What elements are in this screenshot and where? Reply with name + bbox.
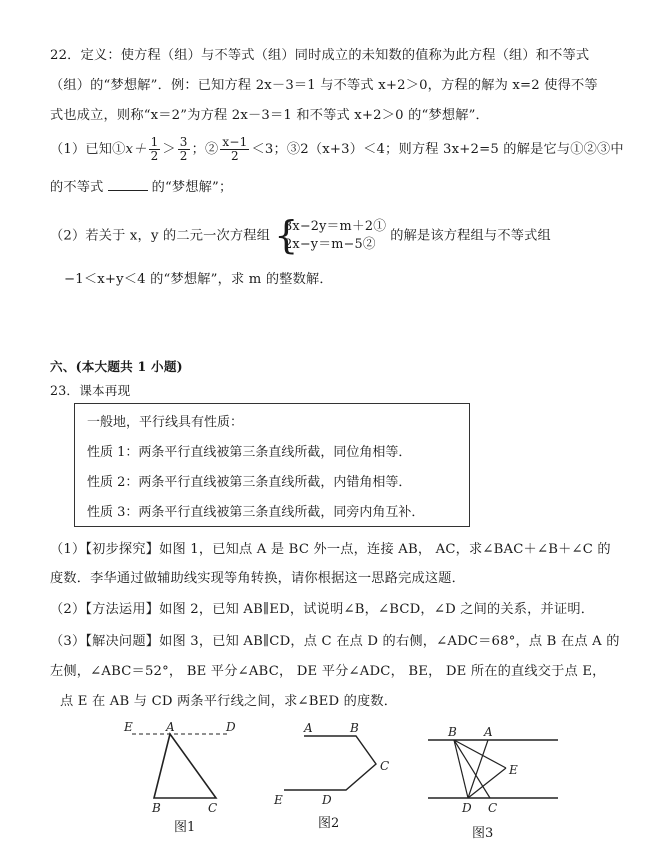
fig2-label-d: D (322, 793, 332, 807)
fraction-one-half: $\frac{1}{2}$ (150, 135, 159, 163)
equation-1: 3x−2y＝m＋2① (284, 219, 387, 234)
fig3-label-e: E (509, 763, 518, 777)
box-line-0: 一般地，平行线具有性质： (87, 415, 244, 430)
q22-part2-line2: −1＜x+y＜4 的“梦想解”，求 m 的整数解． (64, 272, 333, 287)
figure-1-caption: 图1 (174, 820, 196, 835)
q22-line3: 式也成立，则称“x＝2”为方程 2x－3＝1 和不等式 x+2＞0 的“梦想解”． (50, 108, 489, 123)
q23-part3-line3: 点 E 在 AB 与 CD 两条平行线之间，求∠BED 的度数． (60, 694, 398, 709)
fig1-label-b: B (152, 801, 161, 815)
equation-system: { 3x−2y＝m＋2① 2x−y＝m−5② (274, 213, 387, 257)
figure-2-caption: 图2 (318, 816, 340, 831)
q22-part1-expr: x＋ (125, 142, 147, 157)
equation-2: 2x−y＝m−5② (284, 237, 376, 252)
fig1-label-d: D (226, 720, 236, 734)
fraction-three-halves: $\frac{3}{2}$ (179, 135, 188, 163)
q22-part2-line1 (50, 213, 551, 257)
answer-blank[interactable] (108, 178, 148, 191)
fig2-label-b: B (350, 721, 359, 735)
fig2-label-e: E (274, 793, 283, 807)
fig1-label-a: A (166, 720, 175, 734)
figure-2 (268, 718, 398, 813)
figure-3 (424, 718, 564, 823)
q22-part1-l2a: 的不等式 (50, 180, 104, 195)
q22-line1: 22．定义：使方程（组）与不等式（组）同时成立的未知数的值称为此方程（组）和不等式 (50, 48, 590, 63)
q22-part2-rest: 的解是该方程组与不等式组 (390, 228, 551, 244)
q23-title: 23．课本再现 (50, 383, 131, 398)
q22-part1-rest: ＜3；③2（x+3）＜4；则方程 3x+2=5 的解是它与①②③中 (251, 142, 624, 157)
q23-part3-line2: 左侧，∠ABC＝52°， BE 平分∠ABC， DE 平分∠ADC， BE， DE 所在的直线交于点 E， (50, 664, 606, 679)
fig3-label-c: C (488, 801, 498, 815)
q23-part2: （2）【方法运用】如图 2，已知 AB∥ED，试说明∠B，∠BCD，∠D 之间的关系，并证明． (50, 602, 595, 617)
fig1-label-c: C (208, 801, 218, 815)
figure-1 (118, 718, 248, 818)
fig1-label-e: E (124, 720, 133, 734)
gt-sign: ＞ (162, 142, 176, 157)
q22-part1-line1 (50, 136, 624, 163)
box-line-3: 性质 3：两条平行直线被第三条直线所截，同旁内角互补． (87, 505, 425, 520)
q22-part1-l2b: 的“梦想解”； (151, 180, 233, 195)
q22-part1-line2 (50, 176, 232, 195)
fig2-label-a: A (304, 721, 313, 735)
figure-3-caption: 图3 (472, 826, 494, 841)
q22-line2: （组）的“梦想解”．例：已知方程 2x－3＝1 与不等式 x+2＞0，方程的解为 x=2 使得不等 (50, 78, 598, 93)
fig3-label-b: B (448, 725, 457, 739)
q23-part1-line1: （1）【初步探究】如图 1，已知点 A 是 BC 外一点，连接 AB， AC，求∠BAC＋∠B＋∠C 的 (50, 542, 611, 557)
q22-part2-prefix: （2）若关于 x，y 的二元一次方程组 (50, 228, 271, 244)
q22-part1-prefix: （1）已知① (50, 142, 126, 157)
box-line-1: 性质 1：两条平行直线被第三条直线所截，同位角相等． (87, 445, 412, 460)
fraction-x-minus-1-over-2: $\frac{x-1}{2}$ (222, 135, 248, 163)
textbook-box (74, 403, 470, 527)
box-line-2: 性质 2：两条平行直线被第三条直线所截，内错角相等． (87, 475, 412, 490)
separator-2: ；② (191, 142, 219, 157)
fig3-label-a: A (484, 725, 493, 739)
section-heading: 六、(本大题共 1 小题) (50, 359, 183, 374)
fig2-label-c: C (380, 759, 390, 773)
q23-part3-line1: （3）【解决问题】如图 3，已知 AB∥CD，点 C 在点 D 的右侧，∠ADC＝68°，点 B 在点 A 的 (50, 634, 620, 649)
fig3-label-d: D (462, 801, 472, 815)
q23-part1-line2: 度数．李华通过做辅助线实现等角转换，请你根据这一思路完成这题． (50, 571, 466, 586)
